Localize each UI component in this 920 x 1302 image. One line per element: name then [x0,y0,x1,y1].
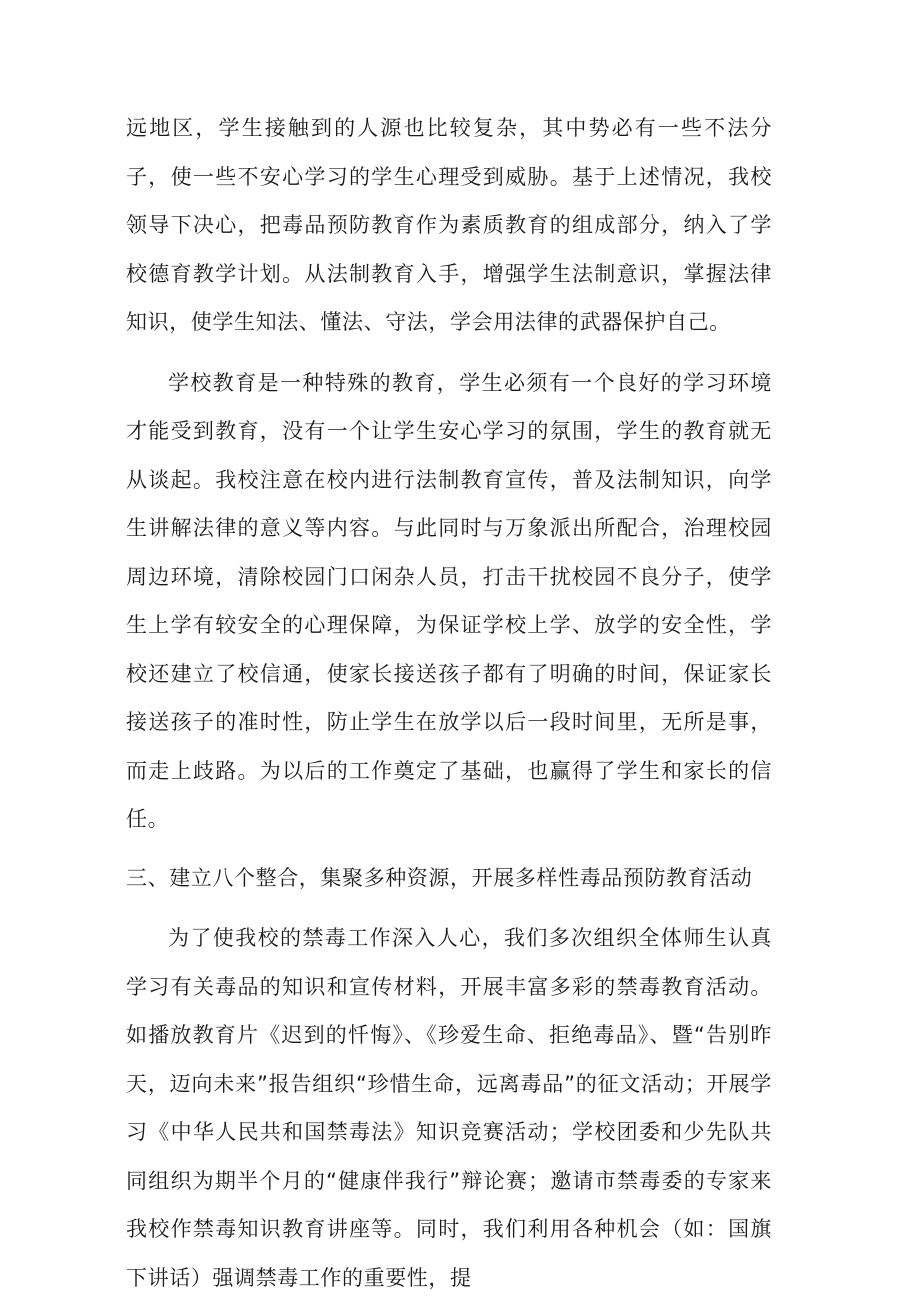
paragraph-anti-drug-activities: 为了使我校的禁毒工作深入人心，我们多次组织全体师生认真学习有关毒品的知识和宣传材料，开展丰富多彩的禁毒教育活动。如播放教育片《迟到的忏悔》、《珍爱生命、拒绝毒品》、暨“告别昨天，迈向未来”报告组织“珍惜生命，远离毒品”的征文活动；开展学习《中华人民共和国禁毒法》知识竞赛活动；学校团委和少先队共同组织为期半个月的“健康伴我行”辩论赛；邀请市禁毒委的专家来我校作禁毒知识教育讲座等。同时，我们利用各种机会（如：国旗下讲话）强调禁毒工作的重要性，提 [126,926,772,1290]
paragraph-continued: 远地区，学生接触到的人源也比较复杂，其中势必有一些不法分子，使一些不安心学习的学生心理受到威胁。基于上述情况，我校领导下决心，把毒品预防教育作为素质教育的组成部分，纳入了学校德育教学计划。从法制教育入手，增强学生法制意识，掌握法律知识，使学生知法、懂法、守法，学会用法律的武器保护自己。 [126,116,772,334]
document-body [126,104,772,1302]
section-heading-three: 三、建立八个整合，集聚多种资源，开展多样性毒品预防教育活动 [126,865,753,890]
paragraph-school-environment: 学校教育是一种特殊的教育，学生必须有一个良好的学习环境才能受到教育，没有一个让学生安心学习的氛围，学生的教育就无从谈起。我校注意在校内进行法制教育宣传，普及法制知识，向学生讲解法律的意义等内容。与此同时与万象派出所配合，治理校园周边环境，清除校园门口闲杂人员，打击干扰校园不良分子，使学生上学有较安全的心理保障，为保证学校上学、放学的安全性，学校还建立了校信通，使家长接送孩子都有了明确的时间，保证家长接送孩子的准时性，防止学生在放学以后一段时间里，无所是事，而走上歧路。为以后的工作奠定了基础，也赢得了学生和家长的信任。 [126,370,772,831]
